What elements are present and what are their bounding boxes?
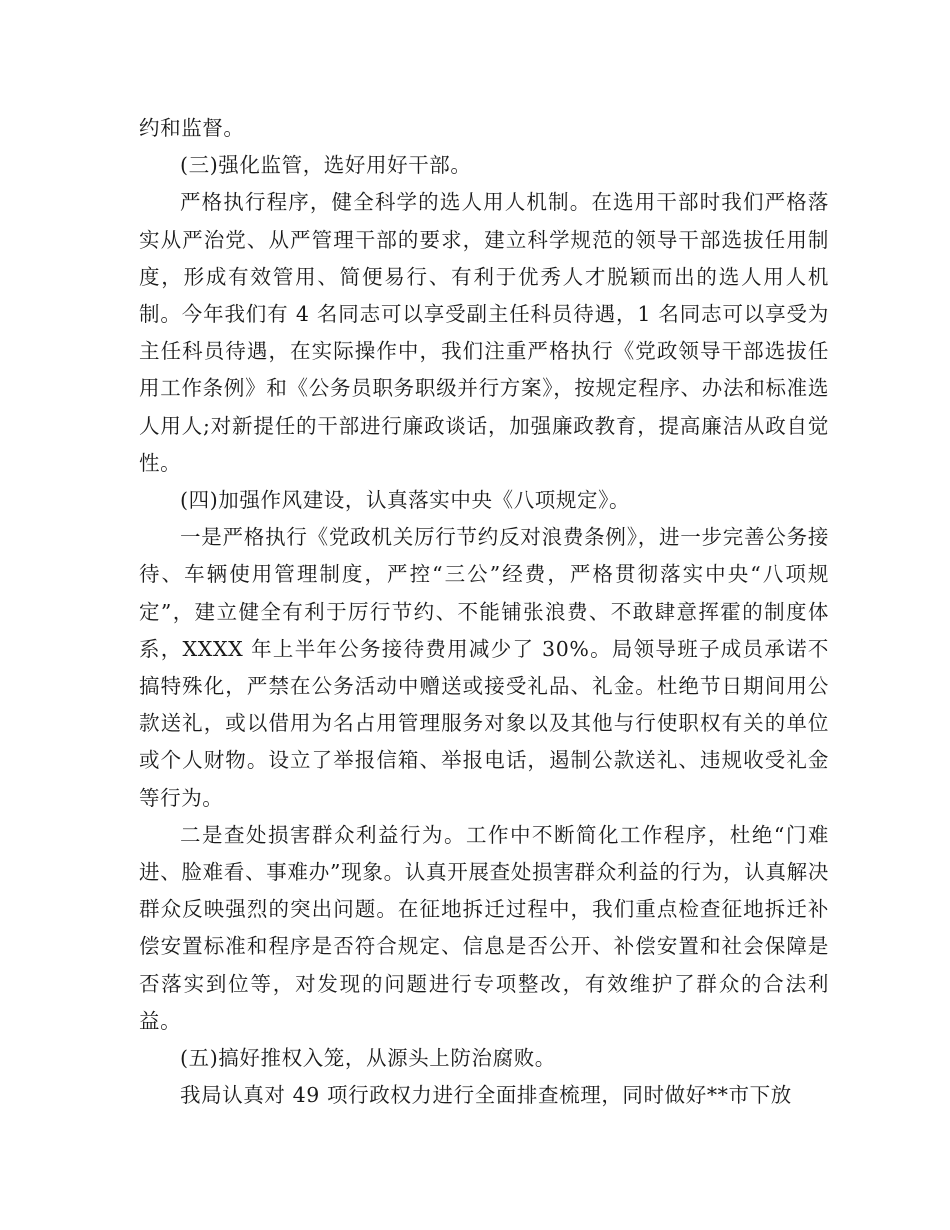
paragraph-public-interest: 二是查处损害群众利益行为。工作中不断简化工作程序，杜绝“门难进、脸难看、事难办”现象。认真开展查处损害群众利益的行为，认真解决群众反映强烈的突出问题。在征地拆迁过程中，我们重点检查征地拆迁补偿安置标准和程序是否符合规定、信息是否公开、补偿安置和社会保障是否落实到位等，对发现的问题进行专项整改，有效维护了群众的合法利益。 bbox=[139, 822, 829, 1033]
paragraph-cadre-selection: 严格执行程序，健全科学的选人用人机制。在选用干部时我们严格落实从严治党、从严管理干部的要求，建立科学规范的领导干部选拔任用制度，形成有效管用、简便易行、有利于优秀人才脱颖而出的选人用人机制。今年我们有 4 名同志可以享受副主任科员待遇，1 名同志可以享受为主任科员待遇，在实际操作中，我们注重严格执行《党政领导干部选拔任用工作条例》和《公务员职务职级并行方案》，按规定程序、办法和标准选人用人;对新提任的干部进行廉政谈话，加强廉政教育，提高廉洁从政自觉性。 bbox=[139, 190, 829, 475]
section-heading-4: (四)加强作风建设，认真落实中央《八项规定》。 bbox=[180, 488, 631, 513]
section-heading-5: (五)搞好推权入笼，从源头上防治腐败。 bbox=[180, 1046, 556, 1071]
document-body bbox=[139, 110, 829, 1114]
section-heading-3: (三)强化监管，选好用好干部。 bbox=[180, 153, 472, 178]
paragraph-1: 约和监督。 bbox=[139, 116, 245, 140]
paragraph-power-review: 我局认真对 49 项行政权力进行全面排查梳理，同时做好**市下放 bbox=[180, 1083, 792, 1108]
paragraph-frugality: 一是严格执行《党政机关厉行节约反对浪费条例》，进一步完善公务接待、车辆使用管理制度，严控“三公”经费，严格贯彻落实中央“八项规定”，建立健全有利于厉行节约、不能铺张浪费、不敢肆意挥霍的制度体系，XXXX 年上半年公务接待费用减少了 30%。局领导班子成员承诺不搞特殊化，严禁在公务活动中赠送或接受礼品、礼金。杜绝节日期间用公款送礼，或以借用为名占用管理服务对象以及其他与行使职权有关的单位或个人财物。设立了举报信箱、举报电话，遏制公款送礼、违规收受礼金等行为。 bbox=[139, 525, 829, 810]
